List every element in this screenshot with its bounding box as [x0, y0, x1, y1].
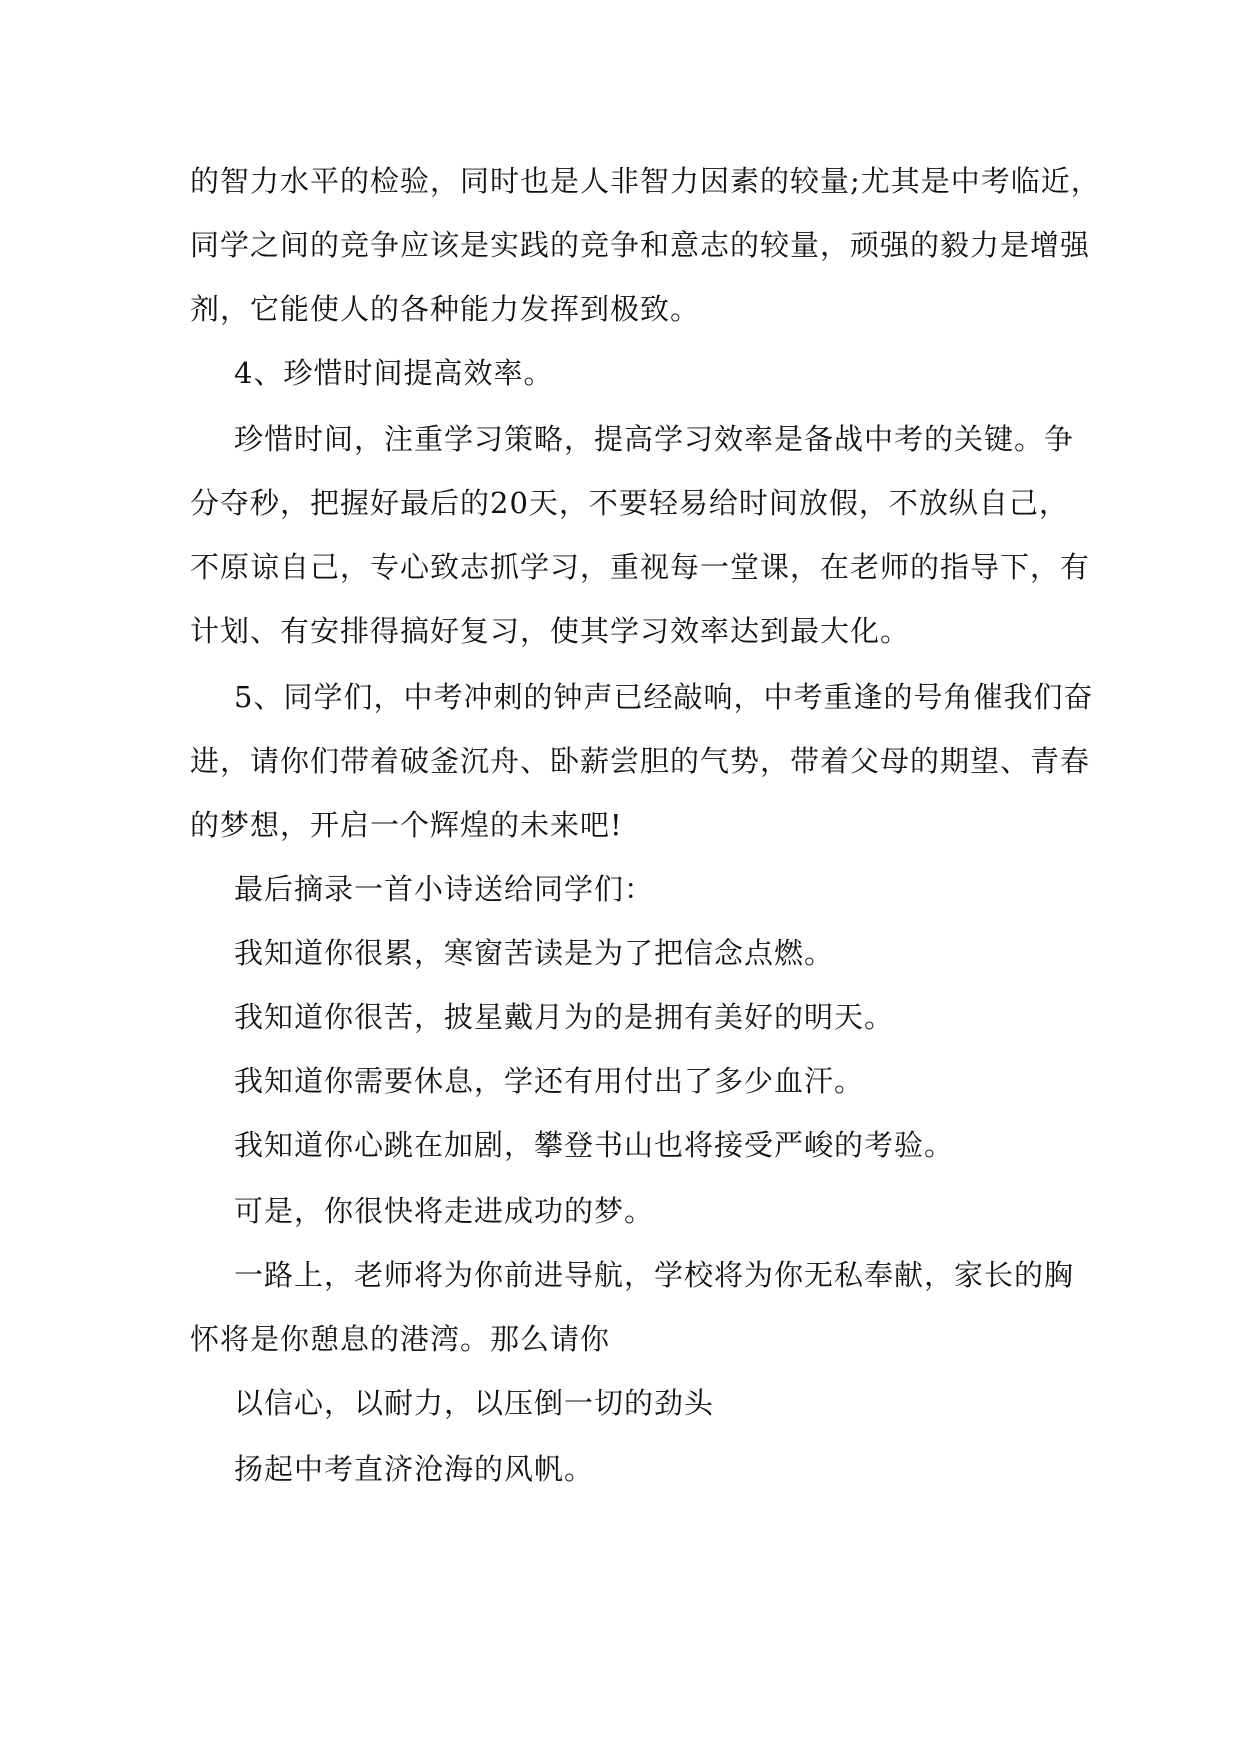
poem-line: 我知道你很累，寒窗苦读是为了把信念点燃。 [234, 936, 835, 970]
text-line: 计划、有安排得搞好复习，使其学习效率达到最大化。 [190, 614, 911, 648]
poem-line: 我知道你需要休息，学还有用付出了多少血汗。 [234, 1064, 865, 1098]
section-heading: 4、珍惜时间提高效率。 [234, 356, 554, 390]
text-line: 同学之间的竞争应该是实践的竞争和意志的较量，顽强的毅力是增强 [190, 228, 1091, 262]
poem-line: 以信心，以耐力，以压倒一切的劲头 [234, 1386, 715, 1420]
text-line: 珍惜时间，注重学习策略，提高学习效率是备战中考的关键。争 [234, 422, 1075, 456]
poem-line: 可是，你很快将走进成功的梦。 [234, 1194, 655, 1228]
text-line: 的梦想，开启一个辉煌的未来吧! [190, 808, 623, 842]
poem-line: 我知道你心跳在加剧，攀登书山也将接受严峻的考验。 [234, 1128, 955, 1162]
poem-line: 扬起中考直济沧海的风帆。 [234, 1452, 595, 1486]
text-line: 不原谅自己，专心致志抓学习，重视每一堂课，在老师的指导下，有 [190, 550, 1091, 584]
text-line: 5、同学们，中考冲刺的钟声已经敲响，中考重逢的号角催我们奋 [234, 680, 1094, 714]
poem-line: 怀将是你憩息的港湾。那么请你 [190, 1322, 611, 1356]
poem-line: 一路上，老师将为你前进导航，学校将为你无私奉献，家长的胸 [234, 1258, 1075, 1292]
text-line: 剂，它能使人的各种能力发挥到极致。 [190, 292, 701, 326]
poem-line: 我知道你很苦，披星戴月为的是拥有美好的明天。 [234, 1000, 895, 1034]
text-line: 最后摘录一首小诗送给同学们： [234, 872, 655, 906]
text-line: 进，请你们带着破釜沉舟、卧薪尝胆的气势，带着父母的期望、青春 [190, 744, 1091, 778]
text-line: 的智力水平的检验，同时也是人非智力因素的较量;尤其是中考临近， [190, 164, 1101, 198]
text-line: 分夺秒，把握好最后的20天，不要轻易给时间放假，不放纵自己， [190, 486, 1069, 520]
